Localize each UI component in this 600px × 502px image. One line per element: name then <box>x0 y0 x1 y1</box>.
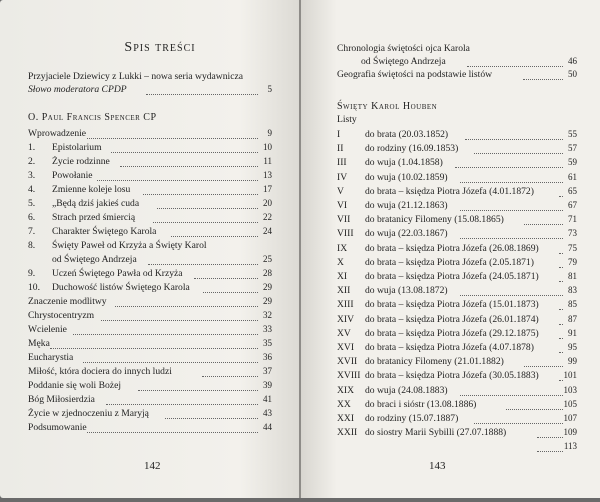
toc-entry-text: Życie w zjednoczeniu z Maryją <box>28 408 149 419</box>
toc-entry-text: Bóg Miłosierdzia <box>28 394 95 405</box>
letter-entry <box>337 369 577 382</box>
letter-entry <box>337 426 577 439</box>
toc-entry-page: 20 <box>263 198 272 208</box>
toc-entry-page: 17 <box>263 184 272 194</box>
toc-entry-page: 22 <box>263 212 272 222</box>
toc-entry-number: 7. <box>28 226 36 237</box>
toc-entry-page: 99 <box>568 356 577 367</box>
toc-entry-text: do rodziny (16.09.1853) <box>365 143 459 155</box>
toc-entry-text: Chrystocentryzm <box>28 310 95 321</box>
toc-entry-page: 29 <box>263 296 272 306</box>
toc-entry-page: 57 <box>568 143 577 154</box>
toc-entry-page: 67 <box>568 200 577 210</box>
toc-entry <box>28 211 272 224</box>
toc-entry-number: 2. <box>28 156 36 167</box>
letter-entry <box>337 440 577 453</box>
page-number: 143 <box>429 460 446 472</box>
toc-entry-number: XI <box>337 271 348 282</box>
toc-entry-text: od Świętego Andrzeja <box>361 56 446 67</box>
toc-entry-page: 5 <box>267 84 272 94</box>
toc-entry-number: 4. <box>28 184 36 195</box>
toc-entry-number: X <box>337 256 344 268</box>
toc-entry-number: III <box>337 157 347 169</box>
toc-entry-number: 1. <box>28 142 36 153</box>
letter-entry <box>337 256 577 269</box>
toc-entry-page: 44 <box>263 422 272 432</box>
toc-entry-number: XIX <box>337 384 355 396</box>
toc-entry-number: 10. <box>28 282 40 293</box>
section-heading: O. Paul Francis Spencer CP <box>28 112 157 123</box>
toc-entry-text: Znaczenie modlitwy <box>28 296 107 307</box>
toc-entry <box>28 281 272 294</box>
toc-entry <box>28 169 272 182</box>
right-page <box>301 0 600 498</box>
letter-entry <box>337 284 577 297</box>
toc-entry-page: 36 <box>263 352 272 362</box>
toc-entry-page: 73 <box>568 228 577 239</box>
toc-entry-text: Epistolarium <box>52 142 102 153</box>
toc-entry-page: 81 <box>568 271 577 281</box>
toc-entry <box>28 365 272 378</box>
toc-entry-page: 107 <box>563 413 577 423</box>
toc-entry-text: do bratanicy Filomeny (21.01.1882) <box>365 356 504 368</box>
toc-entry-text: Uczeń Świętego Pawła od Krzyża <box>52 268 183 279</box>
toc-entry-page: 75 <box>568 242 577 253</box>
toc-entry-page: 33 <box>263 324 272 334</box>
toc-entry-page: 95 <box>568 342 577 352</box>
letter-entry <box>337 270 577 283</box>
letter-entry <box>337 128 577 141</box>
toc-entry-number: VII <box>337 214 351 226</box>
toc-entry-number: 6. <box>28 212 36 223</box>
subheading: Listy <box>337 114 357 125</box>
toc-entry-page: 28 <box>263 268 272 278</box>
toc-entry-page: 113 <box>563 441 577 452</box>
toc-entry <box>28 127 272 140</box>
letter-entry <box>337 142 577 155</box>
toc-entry <box>28 309 272 322</box>
toc-entry-page: 25 <box>263 254 272 264</box>
toc-entry-text: do braci i sióstr (13.08.1886) <box>365 398 477 410</box>
toc-entry-text: Przyjaciele Dziewicy z Lukki – nowa seria wydawnicza <box>28 71 243 82</box>
toc-entry-page: 101 <box>563 370 577 381</box>
toc-entry <box>28 267 272 280</box>
toc-entry-page: 71 <box>568 214 577 225</box>
toc-entry-text: do wuja (22.03.1867) <box>365 228 448 240</box>
toc-entry-text: „Będą dziś jakieś cuda <box>52 198 140 209</box>
toc-entry-text: do brata – księdza Piotra Józefa (29.12.1875) <box>365 327 539 339</box>
left-page <box>0 0 300 498</box>
letter-entry <box>337 298 577 311</box>
toc-entry <box>28 295 272 308</box>
toc-entry-number: XV <box>337 327 351 339</box>
toc-entry-page: 103 <box>563 384 577 395</box>
toc-entry-text: Miłość, która dociera do innych ludzi <box>28 366 172 377</box>
toc-entry-text: do brata – księdza Piotra Józefa (4.01.1872) <box>365 185 534 197</box>
toc-entry-text: do brata – księdza Piotra Józefa (30.05.1883) <box>365 370 539 382</box>
toc-entry <box>28 197 272 210</box>
toc-entry-number: XVIII <box>337 370 361 382</box>
toc-entry <box>28 253 272 266</box>
toc-entry-text: do brata – księdza Piotra Józefa (24.05.1871) <box>365 271 539 282</box>
toc-entry-number: XXII <box>337 427 358 439</box>
toc-entry-page: 43 <box>263 408 272 418</box>
toc-entry <box>28 155 272 168</box>
toc-entry-page: 32 <box>263 310 272 320</box>
toc-entry-page: 83 <box>568 285 577 296</box>
toc-entry-text: Święty Paweł od Krzyża a Święty Karol <box>52 240 207 251</box>
toc-entry-number: XVI <box>337 342 355 353</box>
toc-entry-number: IV <box>337 171 348 183</box>
letter-entry <box>337 213 577 226</box>
toc-entry-number: 5. <box>28 198 36 209</box>
toc-entry-page: 13 <box>263 170 272 180</box>
toc-entry <box>28 393 272 406</box>
toc-entry <box>28 323 272 336</box>
toc-entry-number: XX <box>337 398 351 410</box>
letter-entry <box>337 227 577 240</box>
toc-entry <box>28 337 272 350</box>
toc-entry-text: do brata – księdza Piotra Józefa (4.07.1878) <box>365 342 534 353</box>
toc-entry-page: 91 <box>568 327 577 338</box>
toc-entry-text: do rodziny (15.07.1887) <box>365 413 459 424</box>
toc-entry-number: II <box>337 143 344 155</box>
letter-entry <box>337 156 577 169</box>
toc-entry-page: 10 <box>263 142 272 152</box>
toc-entry-number: XXI <box>337 413 355 424</box>
toc-entry-page: 55 <box>568 129 577 139</box>
toc-entry-text: Życie rodzinne <box>52 156 110 167</box>
letter-entry <box>337 327 577 340</box>
toc-entry-number: I <box>337 129 341 140</box>
toc-entry-page: 39 <box>263 380 272 390</box>
toc-entry-number: 3. <box>28 170 36 181</box>
toc-entry-text: do brata – księdza Piotra Józefa (26.01.1874) <box>365 313 539 325</box>
toc-entry <box>28 379 272 392</box>
toc-entry-number: 8. <box>28 240 36 251</box>
letter-entry <box>337 341 577 354</box>
toc-entry-number: XIV <box>337 313 355 325</box>
toc-entry-number: 9. <box>28 268 36 279</box>
toc-entry-text: Wprowadzenie <box>28 128 87 139</box>
toc-entry-text: do wuja (13.08.1872) <box>365 285 448 297</box>
toc-entry-page: 65 <box>568 185 577 196</box>
toc-entry-text: do brata – księdza Piotra Józefa (2.05.1871) <box>365 256 534 268</box>
toc-entry-text: Podsumowanie <box>28 422 87 433</box>
toc-entry-page: 105 <box>563 398 577 409</box>
toc-entry <box>28 83 272 96</box>
toc-entry-text: do bratanicy Filomeny (15.08.1865) <box>365 214 504 226</box>
section-heading: Święty Karol Houben <box>337 101 438 112</box>
toc-entry <box>28 421 272 434</box>
page-number: 142 <box>144 460 161 472</box>
toc-entry-text: Słowo moderatora CPDP <box>28 84 127 95</box>
toc-entry-text: Duchowość listów Świętego Karola <box>52 282 190 293</box>
toc-entry-page: 37 <box>263 366 272 376</box>
letter-entry <box>337 355 577 368</box>
toc-entry <box>28 141 272 154</box>
toc-entry-number: XII <box>337 285 351 297</box>
toc-entry-text: Charakter Świętego Karola <box>52 226 157 237</box>
toc-entry <box>28 183 272 196</box>
toc-entry-text: do wuja (24.08.1883) <box>365 384 448 396</box>
toc-entry-page: 87 <box>568 313 577 324</box>
toc-entry <box>337 42 577 55</box>
toc-entry-text: do brata – księdza Piotra Józefa (26.08.1869) <box>365 242 539 254</box>
toc-entry <box>337 55 577 68</box>
toc-entry <box>337 68 577 81</box>
letter-entry <box>337 242 577 255</box>
letter-entry <box>337 398 577 411</box>
toc-entry-text: do brata – księdza Piotra Józefa (15.01.1873) <box>365 299 539 311</box>
toc-entry-text: Powołanie <box>52 170 93 181</box>
toc-entry <box>28 239 272 252</box>
toc-entry-text: Strach przed śmiercią <box>52 212 136 223</box>
toc-entry-number: VI <box>337 200 348 211</box>
toc-entry <box>28 407 272 420</box>
toc-entry-text: Eucharystia <box>28 352 74 363</box>
toc-entry-page: 41 <box>263 394 272 404</box>
toc-entry-page: 59 <box>568 157 577 168</box>
toc-entry-page: 46 <box>568 56 577 66</box>
toc-entry-number: VIII <box>337 228 354 240</box>
toc-entry-text: Męka <box>28 338 50 349</box>
letter-entry <box>337 185 577 198</box>
toc-entry-text: do wuja (1.04.1858) <box>365 157 443 169</box>
toc-entry-text: do wuja (21.12.1863) <box>365 200 448 211</box>
page-title: Spis treści <box>124 40 196 55</box>
letter-entry <box>337 412 577 425</box>
toc-entry <box>28 351 272 364</box>
toc-entry-text: Chronologia świętości ojca Karola <box>337 43 470 54</box>
toc-entry-number: V <box>337 185 344 197</box>
toc-entry-page: 35 <box>263 338 272 348</box>
toc-entry-number: XVII <box>337 356 358 368</box>
toc-entry-page: 109 <box>563 427 577 438</box>
toc-entry <box>28 225 272 238</box>
letter-entry <box>337 199 577 212</box>
toc-entry-text: Zmienne koleje losu <box>52 184 131 195</box>
toc-entry-number: IX <box>337 242 348 254</box>
toc-entry-text: Wcielenie <box>28 324 67 335</box>
toc-entry-text: Geografia świętości na podstawie listów <box>337 69 493 80</box>
letter-entry <box>337 384 577 397</box>
toc-entry-page: 11 <box>263 156 272 166</box>
toc-entry-text: do brata (20.03.1852) <box>365 129 449 140</box>
toc-entry-page: 9 <box>267 128 272 138</box>
toc-entry-page: 50 <box>568 69 577 79</box>
toc-entry-text: do siostry Marii Sybilli (27.07.1888) <box>365 427 507 439</box>
toc-entry-text: do wuja (10.02.1859) <box>365 171 448 183</box>
toc-entry-page: 29 <box>263 282 272 292</box>
toc-entry-text: od Świętego Andrzeja <box>52 254 137 265</box>
toc-entry <box>28 70 272 83</box>
toc-entry-page: 85 <box>568 299 577 310</box>
toc-entry-page: 79 <box>568 256 577 267</box>
toc-entry-number: XIII <box>337 299 354 311</box>
toc-entry-text: Poddanie się woli Bożej <box>28 380 121 391</box>
toc-entry-page: 24 <box>263 226 272 236</box>
letter-entry <box>337 171 577 184</box>
toc-entry-page: 61 <box>568 171 577 182</box>
letter-entry <box>337 313 577 326</box>
